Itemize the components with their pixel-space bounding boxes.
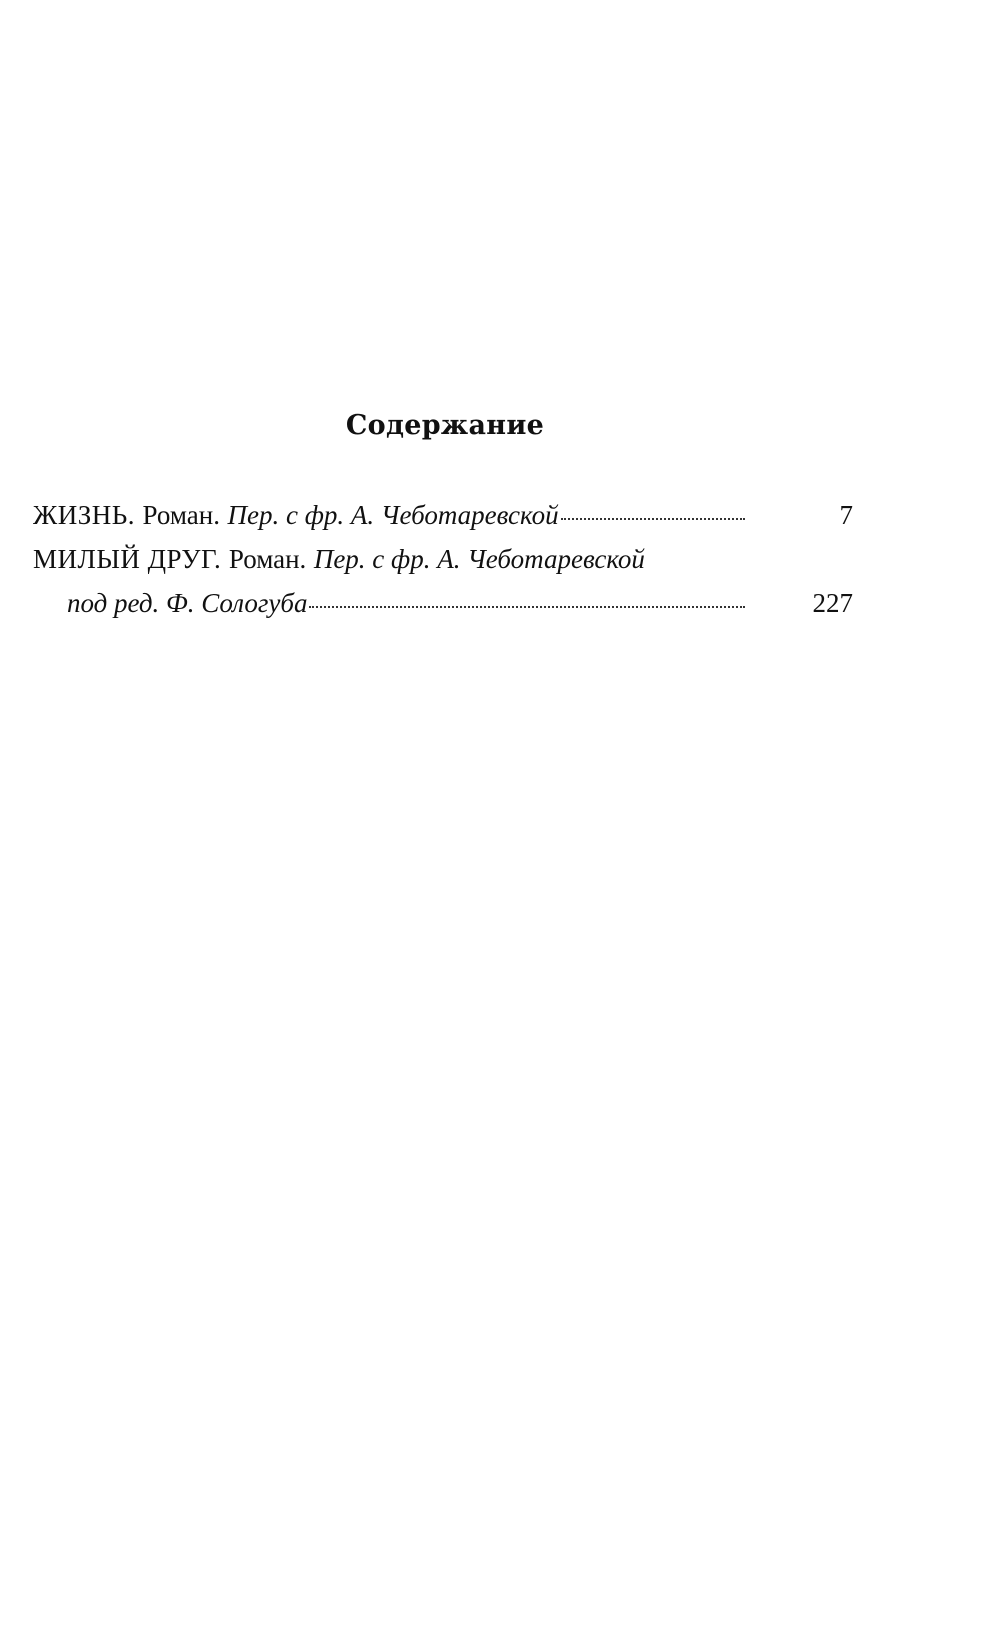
page-number: 227 (812, 588, 853, 618)
work-translator: Пер. с фр. А. Чеботаревской (313, 544, 645, 574)
work-title: ЖИЗНЬ. (33, 500, 135, 530)
work-genre: Роман. (228, 544, 307, 574)
toc-heading: Содержание (345, 410, 545, 441)
work-editor: под ред. Ф. Сологуба (67, 588, 308, 618)
toc-entry-milyy-drug-continued (33, 581, 853, 625)
dot-leader (309, 606, 745, 608)
toc-entry-milyy-drug (33, 537, 853, 581)
work-translator: Пер. с фр. А. Чеботаревской (227, 500, 559, 530)
toc-entry-zhizn (33, 493, 853, 537)
dot-leader (561, 518, 745, 520)
work-title: МИЛЫЙ ДРУГ. (33, 544, 222, 574)
work-genre: Роман. (142, 500, 220, 530)
page-number: 7 (839, 500, 853, 530)
table-of-contents (33, 493, 853, 625)
toc-entry-text (33, 493, 559, 537)
toc-entry-text (33, 537, 645, 581)
